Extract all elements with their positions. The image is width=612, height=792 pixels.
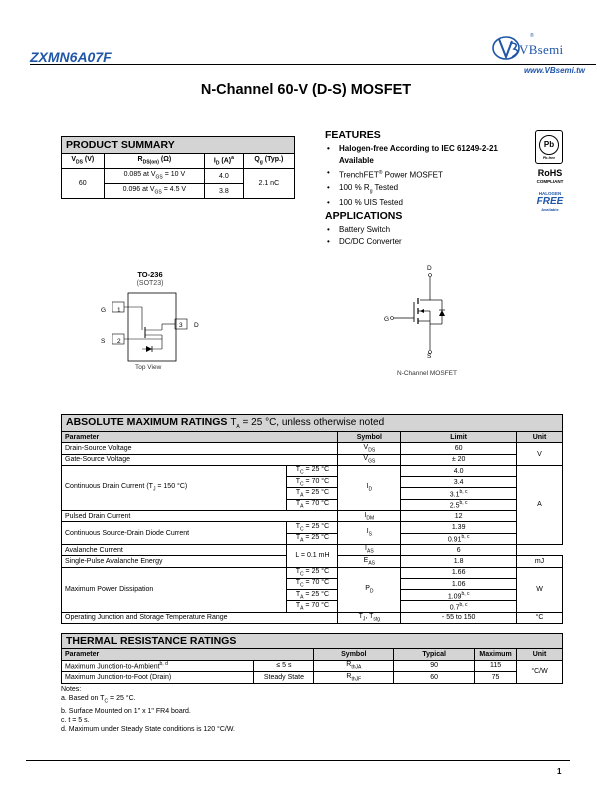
package-sub: (SOT23)	[136, 280, 164, 287]
table-row: Maximum Power Dissipation $T_C = 25$ °C $P_D$ 1.66 W	[62, 567, 563, 578]
note-a: a. Based on $T_C = 25$ °C.	[61, 695, 136, 705]
list-item: • 100 % UIS Tested	[325, 197, 525, 209]
typical-header: Typical	[394, 649, 475, 661]
halogen-free-label: FREE	[536, 196, 564, 207]
table-row: $T_A = 25$ °C 3.1$^{b, c}$	[62, 488, 563, 499]
list-item: • Battery Switch	[325, 224, 525, 236]
table-row: Continuous Drain Current ($T_J = 150$ °C) $T_C = 25$ °C $I_D$ 4.0 A	[62, 465, 563, 476]
footer-rule	[26, 760, 570, 761]
table-row: Maximum Junction-to-Foot (Drain) Steady State $R_{thJF}$ 60 75	[62, 672, 563, 684]
maximum-header: Maximum	[475, 649, 517, 661]
unit-header: Unit	[517, 432, 563, 443]
rohs-label: RoHS	[537, 168, 563, 178]
table-row: Gate-Source Voltage $V_{GS}$ ± 20	[62, 454, 563, 465]
absolute-max-ratings-table	[61, 414, 563, 624]
qg-header: $Q_g$ (Typ.)	[243, 154, 294, 169]
top-view-label: Top View	[135, 364, 162, 371]
pb-free-badge	[535, 130, 563, 164]
table-row: Operating Junction and Storage Temperature Range $T_J$, $T_{stg}$ - 55 to 150 °C	[62, 612, 563, 623]
pb-free-icon: Pb	[539, 135, 559, 155]
pin-number: 1	[117, 307, 121, 314]
website-link[interactable]: www.VBsemi.tw	[523, 66, 585, 75]
notes	[61, 685, 235, 734]
table-row: Maximum Junction-to-Ambient$^{b, d}$ ≤ 5 s $R_{thJA}$ 90 115 °C/W	[62, 660, 563, 672]
table-row: $T_A = 70$ °C 2.5$^{b, c}$	[62, 499, 563, 510]
halogen-label: HALOGEN	[538, 191, 562, 196]
schematic-caption: N-Channel MOSFET	[397, 370, 457, 377]
thermal-caption: THERMAL RESISTANCE RATINGS	[62, 634, 563, 649]
table-row: $T_A = 70$ °C 0.7$^{b, c}$	[62, 601, 563, 612]
symbol-header: Symbol	[314, 649, 394, 661]
product-summary-caption: PRODUCT SUMMARY	[62, 137, 295, 154]
table-row: $T_A = 25$ °C 1.09$^{b, c}$	[62, 590, 563, 601]
pin-label: D	[194, 322, 199, 329]
note-b: b. Surface Mounted on 1" x 1" FR4 board.	[61, 707, 191, 715]
parameter-header: Parameter	[62, 649, 314, 661]
applications-heading: APPLICATIONS	[325, 210, 403, 222]
halogen-available-label: Available	[541, 207, 559, 212]
table-row: Single-Pulse Avalanche Energy $E_{AS}$ 1.8 mJ	[62, 556, 563, 567]
id-header: $I_D$ $(A)^a$	[205, 154, 244, 169]
notes-heading: Notes:	[61, 686, 82, 693]
mosfet-symbol-icon	[390, 272, 450, 354]
table-row: $T_C = 70$ °C 3.4	[62, 477, 563, 488]
parameter-header: Parameter	[62, 432, 338, 443]
pin-number: 2	[117, 338, 121, 345]
pin-label: G	[101, 307, 107, 314]
table-row: Avalanche Current L = 0.1 mH $I_{AS}$ 6	[62, 544, 563, 555]
note-d: d. Maximum under Steady State conditions is 120 °C/W.	[61, 726, 235, 734]
note-c: c. t = 5 s.	[61, 717, 90, 724]
list-item: • DC/DC Converter	[325, 236, 525, 248]
rds-value: 0.085 at $V_{GS} = 10$ V	[104, 169, 204, 184]
thermal-resistance-table	[61, 633, 563, 684]
drain-label: D	[427, 265, 432, 272]
table-row: $T_C = 70$ °C 1.06	[62, 578, 563, 589]
rohs-compliant-label: COMPLIANT	[536, 179, 564, 184]
package-name: TO-236	[137, 270, 163, 279]
table-row: Pulsed Drain Current $I_{DM}$ 12	[62, 511, 563, 522]
rds-value: 0.096 at $V_{GS} = 4.5$ V	[104, 184, 204, 199]
list-item: • Halogen-free According to IEC 61249-2-21 Available	[325, 143, 525, 167]
page-title: N-Channel 60-V (D-S) MOSFET	[200, 82, 412, 98]
list-item: • TrenchFET® Power MOSFET	[325, 167, 525, 182]
rds-header: $R_{DS(on)}$ (Ω)	[104, 154, 204, 169]
unit-header: Unit	[517, 649, 563, 661]
id-value: 3.8	[205, 184, 244, 199]
header-rule	[30, 64, 596, 65]
table-row: Drain-Source Voltage $V_{DS}$ 60 V	[62, 443, 563, 454]
limit-header: Limit	[401, 432, 517, 443]
symbol-header: Symbol	[338, 432, 401, 443]
features-list	[325, 143, 525, 209]
table-row: Continuous Source-Drain Diode Current $T_C = 25$ °C $I_S$ 1.39	[62, 522, 563, 533]
id-value: 4.0	[205, 169, 244, 184]
part-number: ZXMN6A07F	[30, 49, 112, 65]
vds-value: 60	[62, 169, 105, 199]
pin-number: 3	[179, 322, 183, 329]
pb-free-label: Pb-free	[542, 156, 556, 160]
source-label: S	[427, 353, 432, 360]
registered-mark-icon: ®	[530, 33, 534, 39]
features-heading: FEATURES	[325, 129, 381, 141]
qg-value: 2.1 nC	[243, 169, 294, 199]
table-row: $T_A = 25$ °C 0.91$^{b, c}$	[62, 533, 563, 544]
brand-name: VBsemi	[519, 42, 564, 57]
list-item: • 100 % $R_g$ Tested	[325, 182, 525, 198]
absolute-max-caption: ABSOLUTE MAXIMUM RATINGS $T_A = 25$ °C, unless otherwise noted	[62, 415, 563, 432]
pin-label: S	[101, 338, 106, 345]
product-summary-table	[61, 136, 295, 199]
applications-list	[325, 224, 525, 248]
page-number: 1	[557, 767, 562, 776]
vds-header: $V_{DS}$ (V)	[62, 154, 105, 169]
gate-label: G	[384, 316, 390, 323]
